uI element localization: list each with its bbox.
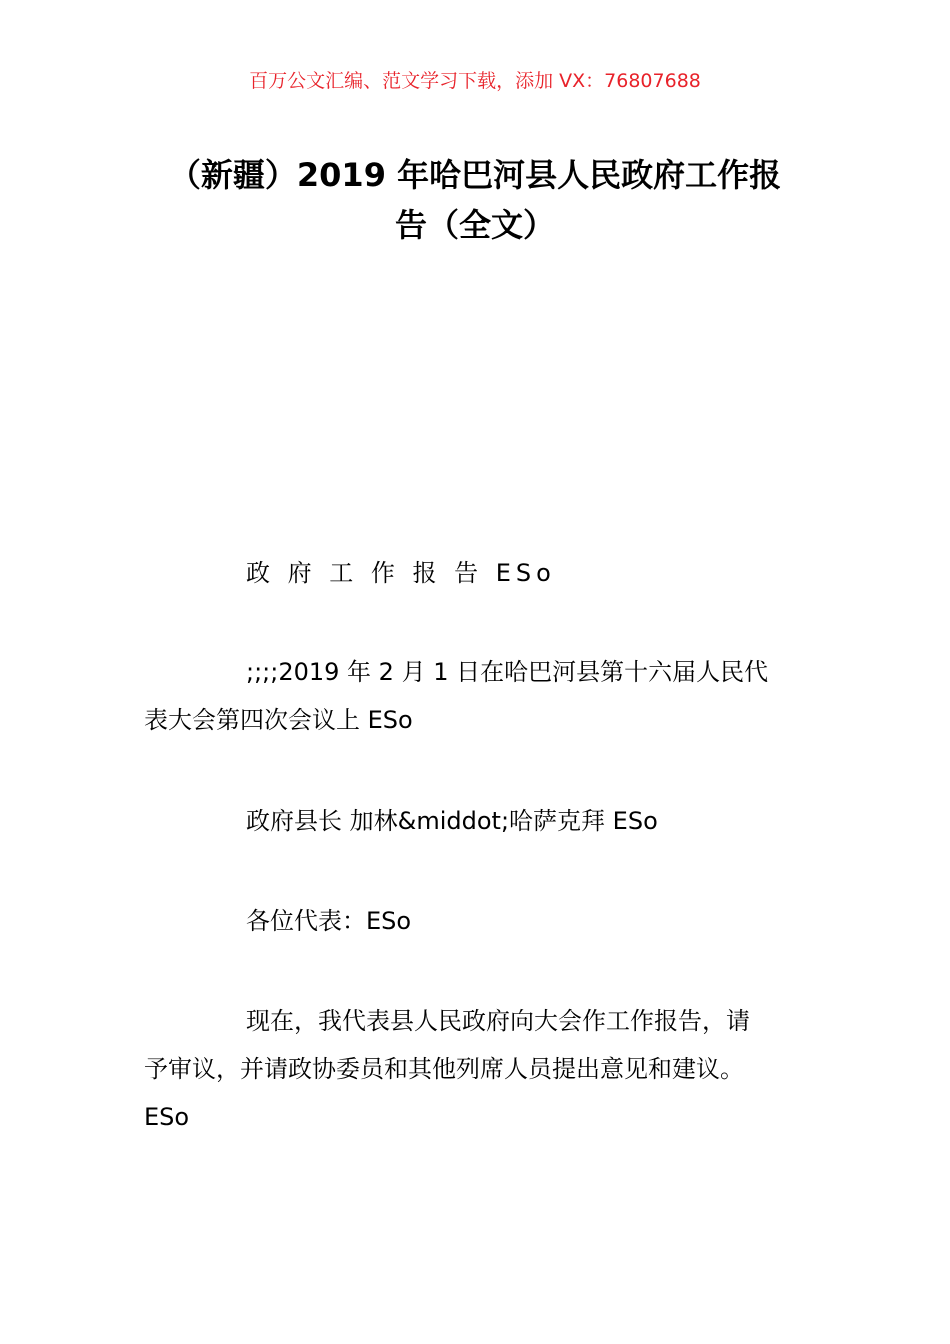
paragraph-line: ESo (144, 1103, 190, 1131)
document-title (0, 150, 950, 250)
paragraph-text: 各位代表：ESo (246, 907, 412, 935)
paragraph-text: 政府县长 加林&middot;哈萨克拜 ESo (246, 807, 658, 835)
paragraph-opening (144, 997, 824, 1141)
paragraph-line: ;;;;2019 年 2 月 1 日在哈巴河县第十六届人民代 (246, 658, 769, 686)
paragraph-meeting-info (144, 648, 824, 744)
paragraph-salutation (144, 897, 824, 945)
paragraph-speaker (144, 797, 824, 845)
paragraph-report-heading (144, 549, 824, 597)
paragraph-text: 政 府 工 作 报 告 ESo (246, 559, 556, 587)
header-note: 百万公文汇编、范文学习下载，添加 VX：76807688 (249, 70, 701, 92)
title-line-1: （新疆）2019 年哈巴河县人民政府工作报 (168, 156, 782, 194)
paragraph-line: 现在，我代表县人民政府向大会作工作报告，请 (246, 1007, 750, 1035)
paragraph-line: 予审议，并请政协委员和其他列席人员提出意见和建议。 (144, 1055, 744, 1083)
paragraph-line: 表大会第四次会议上 ESo (144, 706, 413, 734)
title-line-2: 告（全文） (394, 206, 555, 244)
